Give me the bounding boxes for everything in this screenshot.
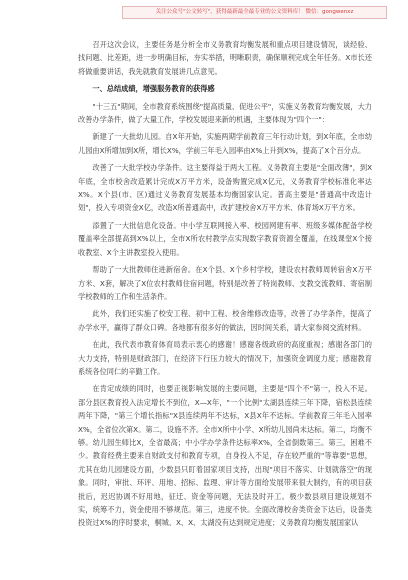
paragraph: 改善了一大批学校办学条件。这主要得益于两大工程。义务教育主要是"全面改薄"，到X年底，全市校舍改造累计完成X万平方米，设备购置完成X亿元，义务教育学校标准化率达X%。X个县(市、区)通过义务教育发展基本均衡国家认定。普高主要是"普通高中改造计划"，投入专项资金X亿，改造X所普通高中，改扩建校舍X万平方米、体育场X万平方米。 — [78, 163, 372, 213]
paragraph: 新建了一大批幼儿园。自X年开始，实施两期学前教育三年行动计划，到X年底，全市幼儿园由X所增加到X所，增长X%，学前三年毛入园率由X%上升到X%，提高了X个百分点。 — [78, 132, 372, 155]
paragraph: "十三五"期间，全市教育系统围绕"提高质量、促进公平"，实施义务教育均衡发展，大力改善办学条件，做了大量工作，学校发展迎来新的机遇，主要体现为"四个一"： — [78, 101, 372, 125]
document-body — [78, 38, 372, 534]
paragraph: 此外，我们还实施了校安工程、初中工程、校舍维修改造等，改善了办学条件，提高了办学水平，赢得了群众口碑。各地都有很多好的做法，因时间关系，请大家参阅交流材料。 — [78, 309, 372, 332]
intro-paragraph: 召开这次会议，主要任务是分析全市义务教育均衡发展和重点项目建设情况，谈经验、找问题、比差距，进一步明确目标，夯实举措，明晰职责，确保顺利完成全年任务。X市长还将做重要讲话，我先就教育发展讲几点意见。 — [78, 40, 372, 76]
paragraph: 在肯定成绩的同时，也要正视影响发展的主要问题，主要是"四个不"第一，投入不足。部分县区教育投入法定增长不到位，X—X年，"一个比例"太湖县连续三年下降，宿松县连续两年下降，"第三个增长指标"X县连续两年不达标，X县X年不达标。学前教育三年毛入园率X%，全省位次第X。第二，设施不齐。全市X所中小学、X所幼儿园尚未达标。第二，均衡不够。幼儿园生师比X，全省最高；中小学办学条件达标率X%，全省倒数第三。第三，困难不少。教育经费主要来自财政支付和教育专项，自身投入不足，存在较严重的"等靠要"思想，尤其在幼儿园建设方面，少数县只盯着国家项目支持，出现"项目不落实、计划就落空"的现象。同时，审批、环评、用地、招标、监理、审计等方面给发展带来很大制约，有的项目获批后，迟迟协调不好用地，征迁、资金等问题，无法及时开工。极少数县项目建设规划不实，统筹不力，资金使用不够规范。第三，进度不快。全面改薄校舍类资金下达后，设备类投资过X%的序时要求，桐城、X、X、太湖没有达到规定进度；义务教育均衡发展国家认 — [78, 384, 372, 528]
paragraph: 添置了一大批信息化设备。中小学互联网接入率、校园网建有率、班级多媒体配备学校覆盖率全部提高到X%以上，全市X所农村教学点实现数字教育资源全覆盖，在线课堂X个接收教室、X个主讲教室投入使用。 — [78, 220, 372, 257]
section-heading: 一、总结成绩，增强服务教育的获得感 — [92, 84, 215, 94]
paragraph: 在此，我代表市教育体育局表示衷心的感谢！感谢各级政府的高度重视；感谢各部门的大力支持，特别是财政部门，在经济下行压力较大的情况下，加强资金调度力度；感谢教育系统各位同仁的辛勤工作。 — [78, 340, 372, 376]
promo-banner[interactable]: 关注公众号"公文转写"，获得最新最全最专业的公文资料库！ 微信：gongwenxz — [122, 6, 387, 19]
paragraph: 帮助了一大批教师住进新宿舍。在X个县、X个乡村学校，建设农村教师周转宿舍X万平方米、X套，解决了X位农村教师住宿问题，特别是改善了特岗教师、支教交流教师、寄宿制学校教师的工作和生活条件。 — [78, 265, 372, 301]
